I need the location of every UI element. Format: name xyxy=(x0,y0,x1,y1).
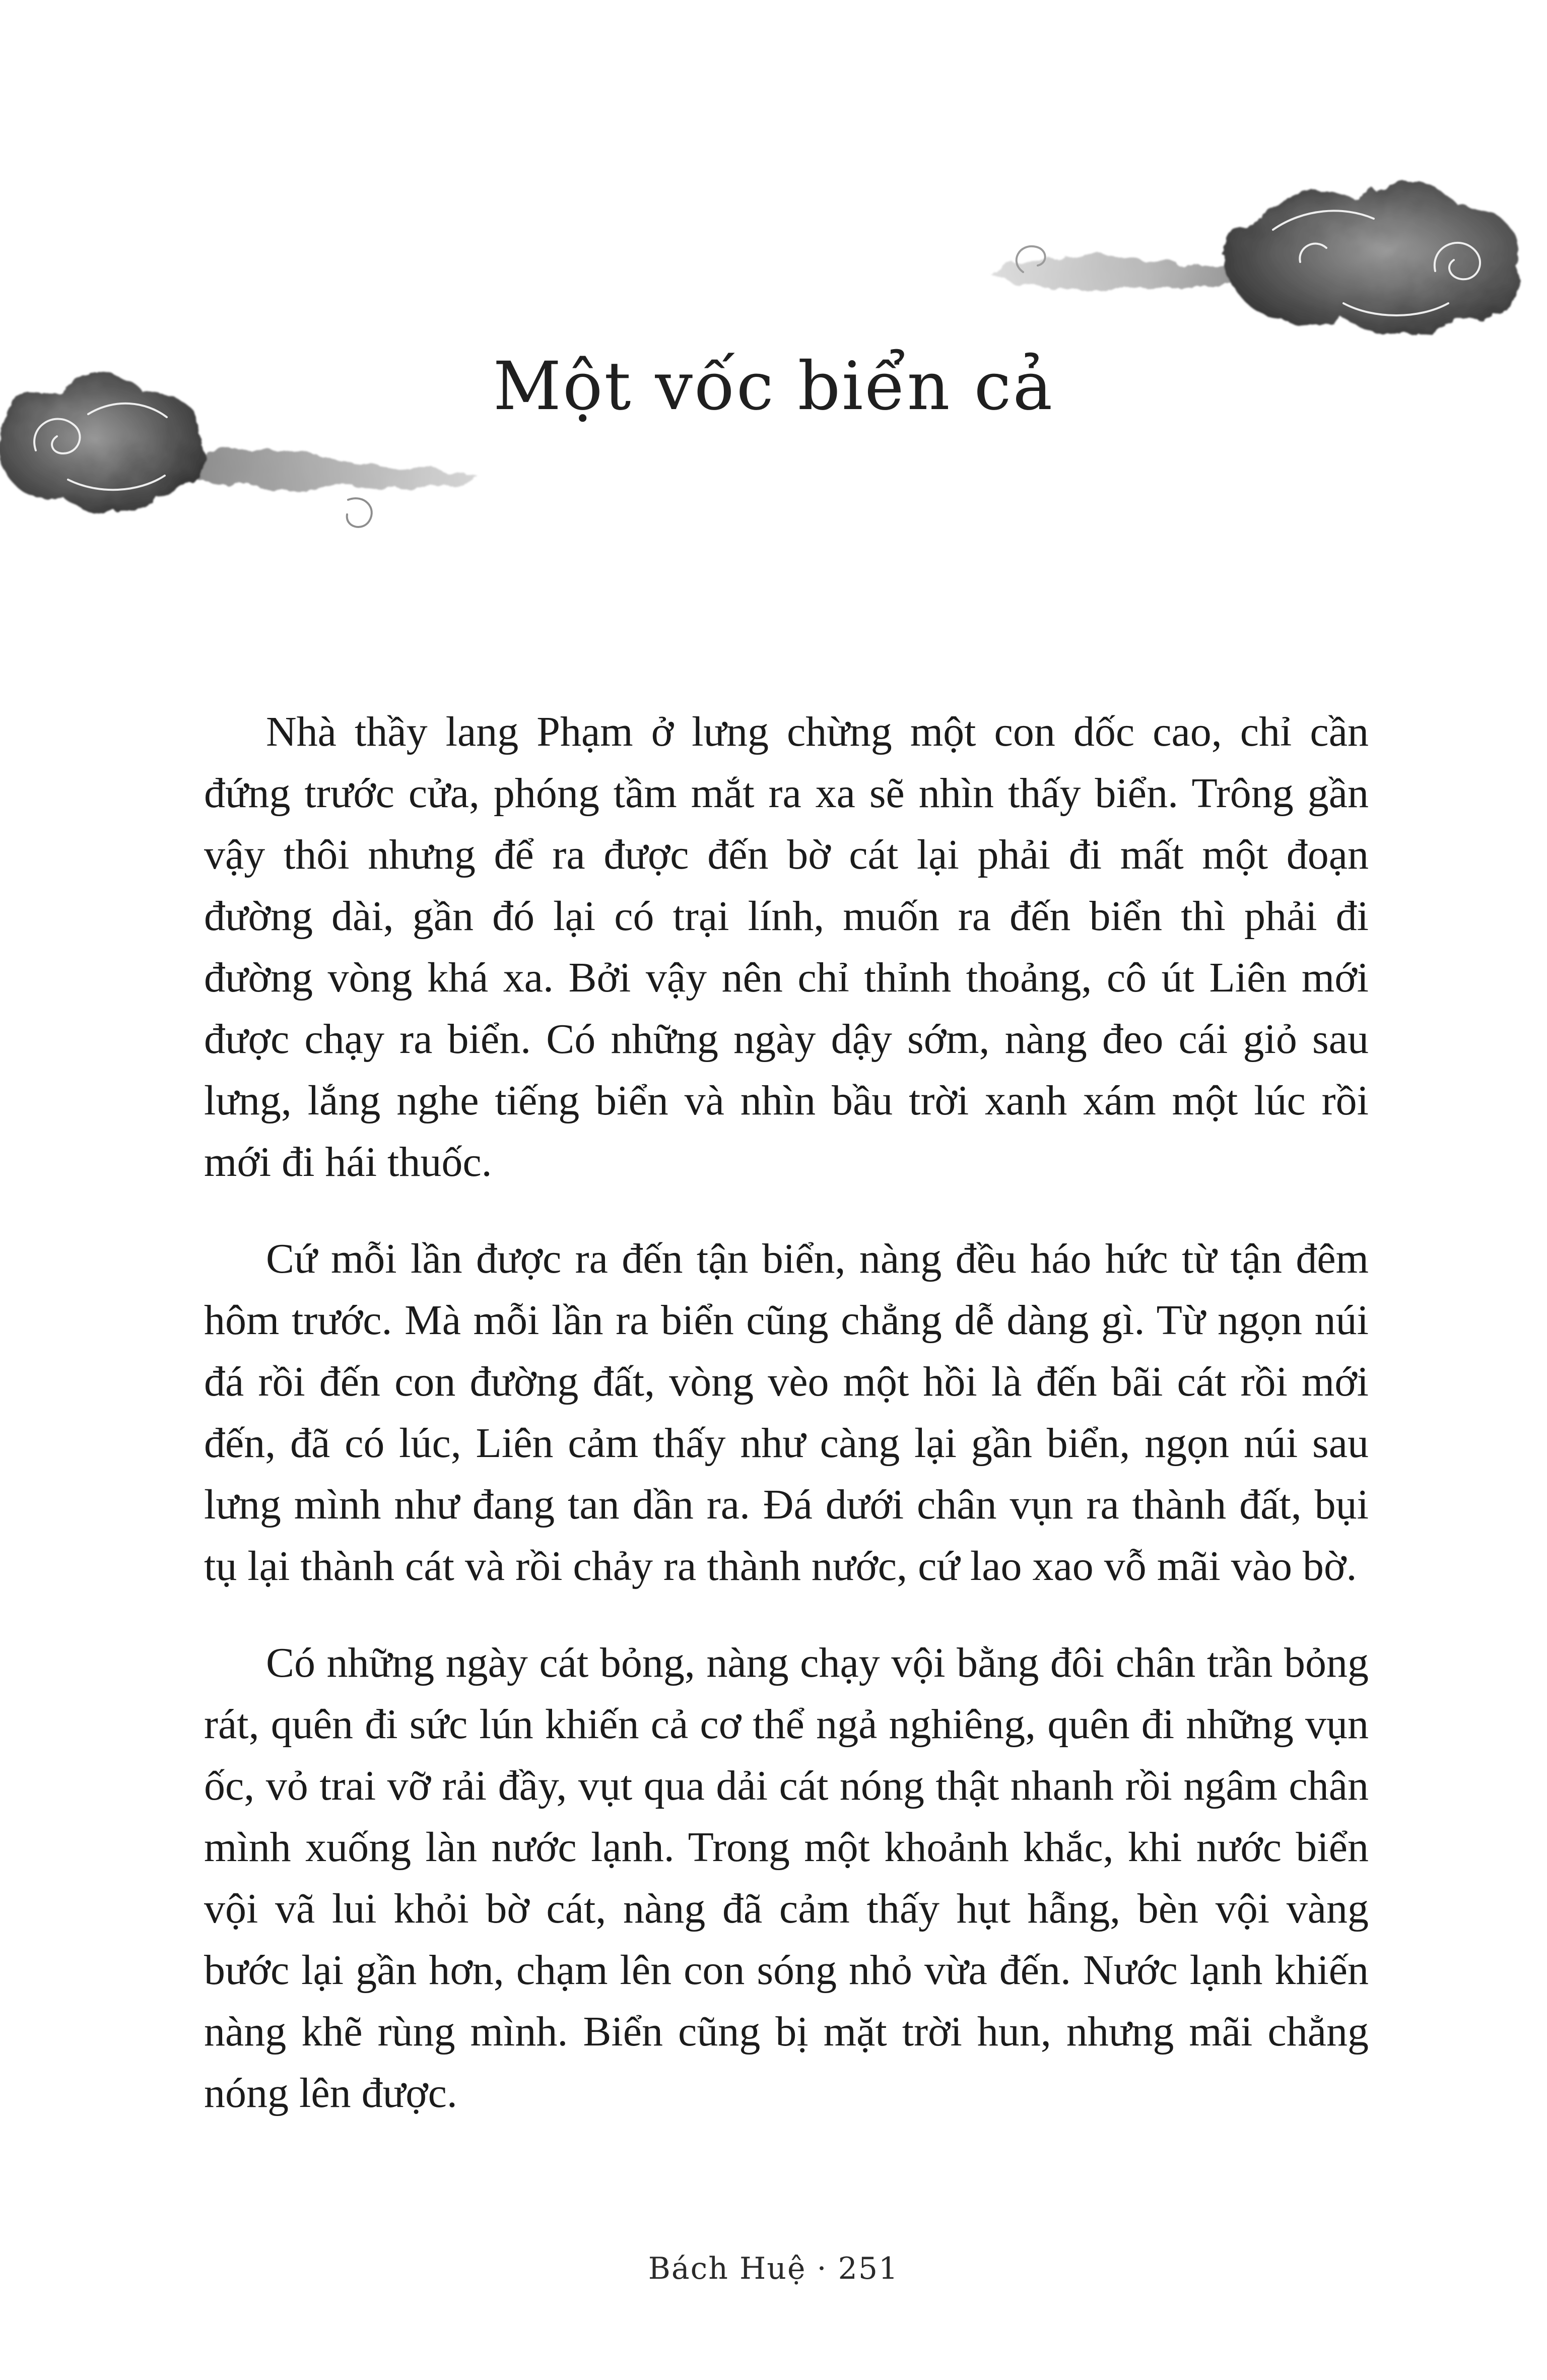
cloud-swirl-line xyxy=(1273,211,1374,230)
cloud-swirl-line xyxy=(1435,243,1480,279)
cloud-swirl-line xyxy=(1300,244,1326,262)
page-footer xyxy=(0,2251,1547,2286)
cloud-illustration-top-right xyxy=(988,151,1532,353)
cloud-tail-shape xyxy=(991,254,1252,290)
cloud-body-shape xyxy=(1223,182,1520,334)
paragraph-3: Có những ngày cát bỏng, nàng chạy vội bằng đôi chân trần bỏng rát, quên đi sức lún khiến cả cơ thể ngả nghiêng, quên đi những vụn ốc, vỏ trai vỡ rải đầy, vụt qua dải cát nóng thật nhanh rồi ngâm chân mình xuống làn nước lạnh. Trong một khoảnh khắc, khi nước biển vội vã lui khỏi bờ cát, nàng đã cảm thấy hụt hẫng, bèn vội vàng bước lại gần hơn, chạm lên con sóng nhỏ vừa đến. Nước lạnh khiến nàng khẽ rùng mình. Biển cũng bị mặt trời hun, nhưng mãi chẳng nóng lên được. xyxy=(204,1639,1369,2117)
cloud-tail-shape xyxy=(179,449,479,490)
footer-text: Bách Huệ · 251 xyxy=(648,2251,899,2286)
chapter-body xyxy=(204,701,1369,2159)
paragraph-2: Cứ mỗi lần được ra đến tận biển, nàng đều háo hức từ tận đêm hôm trước. Mà mỗi lần ra biển cũng chẳng dễ dàng gì. Từ ngọn núi đá rồi đến con đường đất, vòng vèo một hồi là đến bãi cát rồi mới đến, đã có lúc, Liên cảm thấy như càng lại gần biển, ngọn núi sau lưng mình như đang tan dần ra. Đá dưới chân vụn ra thành đất, bụi tụ lại thành cát và rồi chảy ra thành nước, cứ lao xao vỗ mãi vào bờ. xyxy=(204,1235,1369,1590)
cloud-swirl-line xyxy=(68,476,165,490)
chapter-title: Một vốc biển cả xyxy=(493,348,1054,425)
cloud-tail-curl xyxy=(347,498,372,527)
cloud-top-right-svg xyxy=(988,151,1532,353)
cloud-swirl-line xyxy=(1343,303,1448,315)
cloud-tail-curl xyxy=(1017,246,1045,272)
paragraph-1: Nhà thầy lang Phạm ở lưng chừng một con dốc cao, chỉ cần đứng trước cửa, phóng tầm mắt ra xa sẽ nhìn thấy biển. Trông gần vậy thôi nhưng để ra được đến bờ cát lại phải đi mất một đoạn đường dài, gần đó lại có trại lính, muốn ra đến biển thì phải đi đường vòng khá xa. Bởi vậy nên chỉ thỉnh thoảng, cô út Liên mới được chạy ra biển. Có những ngày dậy sớm, nàng đeo cái giỏ sau lưng, lắng nghe tiếng biển và nhìn bầu trời xanh xám một lúc rồi mới đi hái thuốc. xyxy=(204,708,1369,1185)
